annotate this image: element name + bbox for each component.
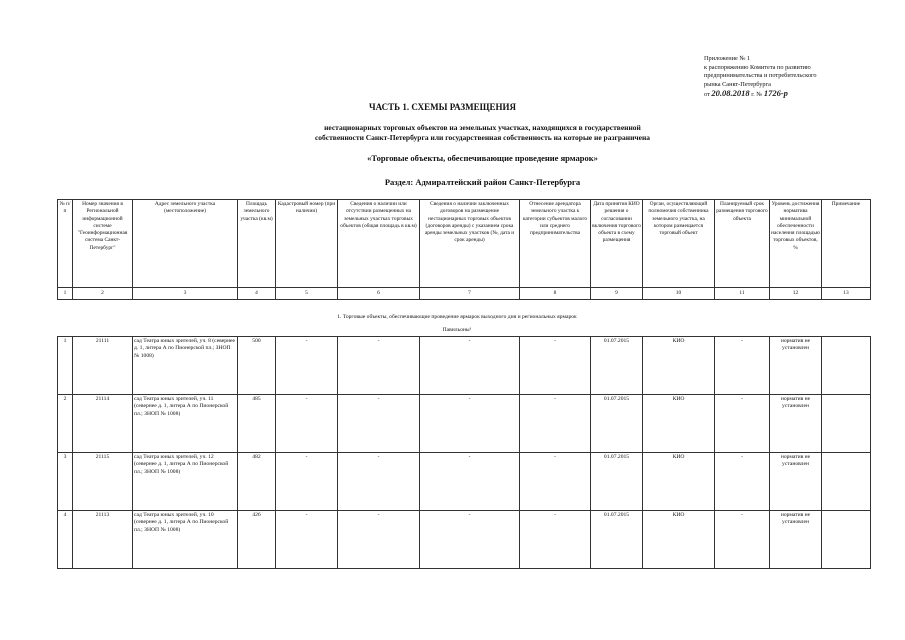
- subsection-heading: Павильоны¹: [442, 327, 472, 333]
- objects-table: [57, 336, 871, 569]
- category-cell: -: [520, 337, 591, 395]
- handwritten-date: 20.08.2018: [711, 88, 750, 99]
- column-number: 5: [276, 288, 338, 300]
- area-cell: 482: [238, 453, 276, 511]
- note-cell: [822, 511, 871, 569]
- column-number: 6: [338, 288, 420, 300]
- section-title: Раздел: Адмиралтейский район Санкт-Петербурга: [384, 177, 581, 187]
- header-cell: Площадь земельного участка (кв.м): [238, 200, 276, 288]
- column-number: 1: [58, 288, 73, 300]
- row-number: 3: [58, 453, 73, 511]
- term-cell: -: [715, 337, 770, 395]
- header-cell: Кадастровый номер (при наличии): [276, 200, 338, 288]
- subtitle-line: нестационарных торговых объектов на земельных участках, находящихся в государственной: [324, 123, 641, 132]
- note-cell: [822, 453, 871, 511]
- category-cell: -: [520, 395, 591, 453]
- gis-number: 21113: [73, 511, 133, 569]
- note-cell: [822, 395, 871, 453]
- header-cell: Примечание: [822, 200, 871, 288]
- column-number: 3: [133, 288, 238, 300]
- contracts-cell: -: [420, 337, 520, 395]
- date-cell: 01.07.2015: [591, 337, 643, 395]
- header-cell: Отнесение арендатора земельного участка к категории субъектов малого или среднего предпринимательства: [520, 200, 591, 288]
- address-cell: сад Театра юных зрителей, уч. 8 (севернее д. 1, литера А по Пионерской пл.; ЗНОП № 1008): [133, 337, 238, 395]
- header-cell: Орган, осуществляющий полномочия собственника земельного участка, на котором размещается торговый объект: [643, 200, 715, 288]
- table-row: [58, 511, 871, 569]
- header-cell: Номер значения в Региональной информационной системе "Геоинформационная система Санкт-Петербург": [73, 200, 133, 288]
- gis-number: 21115: [73, 453, 133, 511]
- row-number: 2: [58, 395, 73, 453]
- term-cell: -: [715, 395, 770, 453]
- cadastral-cell: -: [276, 395, 338, 453]
- header-cell: Уровень достижения норматива минимальной обеспеченности населения площадью торговых объектов, %: [770, 200, 822, 288]
- header-row: [58, 200, 871, 288]
- level-cell: норматив не установлен: [770, 337, 822, 395]
- address-cell: сад Театра юных зрителей, уч. 11 (севернее д. 1, литера А по Пионерской пл.; ЗНОП № 1008): [133, 395, 238, 453]
- level-cell: норматив не установлен: [770, 511, 822, 569]
- appendix-date-line: [704, 89, 884, 100]
- note-cell: [822, 337, 871, 395]
- column-number-row: [58, 288, 871, 300]
- contracts-cell: -: [420, 511, 520, 569]
- cadastral-cell: -: [276, 337, 338, 395]
- contracts-cell: -: [420, 453, 520, 511]
- header-cell: Дата принятия КИО решения о согласовании включения торгового объекта в схему размещения: [591, 200, 643, 288]
- column-number: 11: [715, 288, 770, 300]
- date-cell: 01.07.2015: [591, 395, 643, 453]
- date-cell: 01.07.2015: [591, 453, 643, 511]
- term-cell: -: [715, 511, 770, 569]
- appendix-line: к распоряжению Комитета по развитию: [704, 63, 811, 71]
- category-cell: -: [520, 511, 591, 569]
- table-row: [58, 453, 871, 511]
- level-cell: норматив не установлен: [770, 395, 822, 453]
- header-cell: Сведения о наличии или отсутствии размещенных на земельных участках торговых объектов (общая площадь в кв.м): [338, 200, 420, 288]
- date-cell: 01.07.2015: [591, 511, 643, 569]
- handwritten-number: 1726-р: [763, 88, 788, 99]
- header-table: [57, 199, 871, 300]
- column-number: 9: [591, 288, 643, 300]
- row-number: 1: [58, 337, 73, 395]
- appendix-block: [704, 55, 884, 100]
- address-cell: сад Театра юных зрителей, уч. 10 (севернее д. 1, литера А по Пионерской пл.; ЗНОП № 1008): [133, 511, 238, 569]
- header-cell: Сведения о наличии заключенных договоров на размещение нестационарных торговых объектов (договоров аренды) с указанием срока аренды земельных участков (№, дата и срок аренды): [420, 200, 520, 288]
- authority-cell: КИО: [643, 453, 715, 511]
- subtitle-line: собственности Санкт-Петербурга или государственная собственность на которые не разграничена: [314, 133, 651, 142]
- column-number: 10: [643, 288, 715, 300]
- authority-cell: КИО: [643, 511, 715, 569]
- address-cell: сад Театра юных зрителей, уч. 12 (севернее д. 1, литера А по Пионерской пл.; ЗНОП № 1008): [133, 453, 238, 511]
- part-title: ЧАСТЬ 1. СХЕМЫ РАЗМЕЩЕНИЯ: [369, 102, 516, 112]
- table-row: [58, 337, 871, 395]
- contracts-cell: -: [420, 395, 520, 453]
- number-prefix: г. №: [751, 91, 763, 99]
- gis-number: 21111: [73, 337, 133, 395]
- column-number: 13: [822, 288, 871, 300]
- appendix-line: предпринимательства и потребительского: [704, 72, 817, 80]
- row-number: 4: [58, 511, 73, 569]
- column-number: 4: [238, 288, 276, 300]
- section-heading: 1. Торговые объекты, обеспечивающие проведение ярмарок выходного дня и региональных ярмарок: [337, 314, 577, 320]
- authority-cell: КИО: [643, 337, 715, 395]
- area-cell: 485: [238, 395, 276, 453]
- cadastral-cell: -: [276, 453, 338, 511]
- area-cell: 426: [238, 511, 276, 569]
- table-row: [58, 395, 871, 453]
- column-number: 2: [73, 288, 133, 300]
- appendix-line: Приложение № 1: [704, 55, 751, 62]
- header-cell: Планируемый срок размещения торгового объекта: [715, 200, 770, 288]
- category-cell: -: [520, 453, 591, 511]
- area-cell: 500: [238, 337, 276, 395]
- subtitle: [30, 123, 905, 143]
- cadastral-cell: -: [276, 511, 338, 569]
- presence-cell: -: [338, 395, 420, 453]
- term-cell: -: [715, 453, 770, 511]
- header-cell: № п/п: [58, 200, 73, 288]
- header-cell: Адрес земельного участка (местоположение): [133, 200, 238, 288]
- appendix-line: рынка Санкт-Петербурга: [704, 80, 771, 88]
- level-cell: норматив не установлен: [770, 453, 822, 511]
- presence-cell: -: [338, 453, 420, 511]
- date-prefix: от: [704, 91, 710, 99]
- column-number: 12: [770, 288, 822, 300]
- column-number: 7: [420, 288, 520, 300]
- category-title: «Торговые объекты, обеспечивающие проведение ярмарок»: [367, 153, 598, 163]
- presence-cell: -: [338, 337, 420, 395]
- gis-number: 21114: [73, 395, 133, 453]
- column-number: 8: [520, 288, 591, 300]
- presence-cell: -: [338, 511, 420, 569]
- authority-cell: КИО: [643, 395, 715, 453]
